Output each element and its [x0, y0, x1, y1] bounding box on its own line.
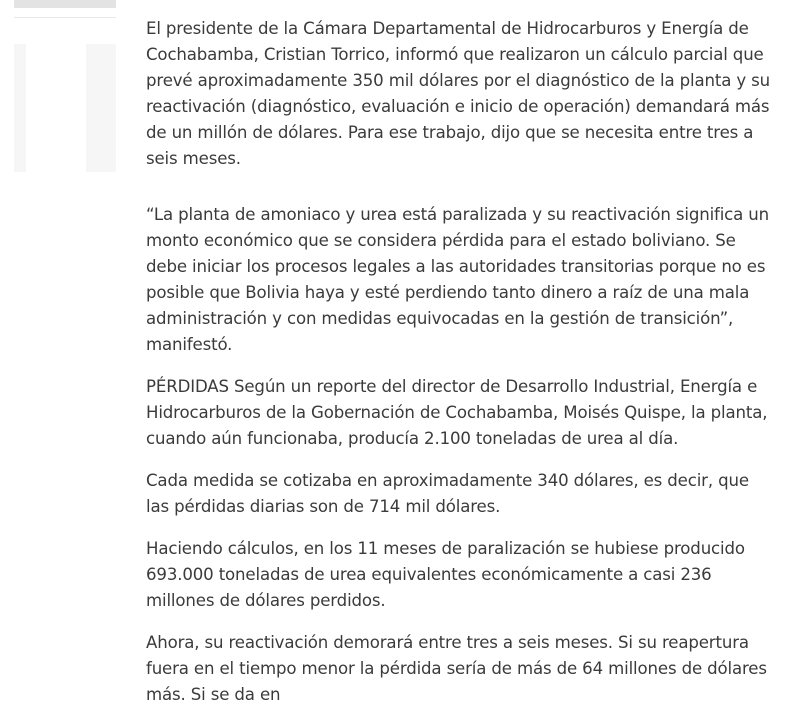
article-body [146, 16, 776, 708]
sidebar-placeholder-block [86, 44, 116, 172]
article-paragraph: Haciendo cálculos, en los 11 meses de paralización se hubiese producido 693.000 toneladas de urea equivalentes económicamente a casi 236 millones de dólares perdidos. [146, 539, 745, 610]
article-quote-paragraph: “La planta de amoniaco y urea está paralizada y su reactivación significa un monto económico que se considera pérdida para el estado boliviano. Se debe iniciar los procesos legales a las autoridades transitorias porque no es posible que Bolivia haya y esté perdiendo tanto dinero a raíz de una mala administración y con medidas equivocadas en la gestión de transición”, manifestó. [146, 205, 770, 354]
sidebar-header-bar [14, 0, 116, 8]
article-paragraph: Cada medida se cotizaba en aproximadamente 340 dólares, es decir, que las pérdidas diarias son de 714 mil dólares. [146, 471, 749, 516]
article-paragraph: PÉRDIDAS Según un reporte del director de Desarrollo Industrial, Energía e Hidrocarburos de la Gobernación de Cochabamba, Moisés Quispe, la planta, cuando aún funcionaba, producía 2.100 toneladas de urea al día. [146, 377, 768, 448]
sidebar-placeholder-block [14, 44, 26, 172]
article-paragraph: Ahora, su reactivación demorará entre tres a seis meses. Si su reapertura fuera en el tiempo menor la pérdida sería de más de 64 millones de dólares más. Si se da en [146, 633, 767, 704]
left-sidebar [0, 0, 130, 627]
article-paragraph: El presidente de la Cámara Departamental de Hidrocarburos y Energía de Cochabamba, Cristian Torrico, informó que realizaron un cálculo parcial que prevé aproximadamente 350 mil dólares por el diagnóstico de la planta y su reactivación (diagnóstico, evaluación e inicio de operación) demandará más de un millón de dólares. Para ese trabajo, dijo que se necesita entre tres a seis meses. [146, 19, 771, 168]
sidebar-divider [14, 17, 116, 18]
